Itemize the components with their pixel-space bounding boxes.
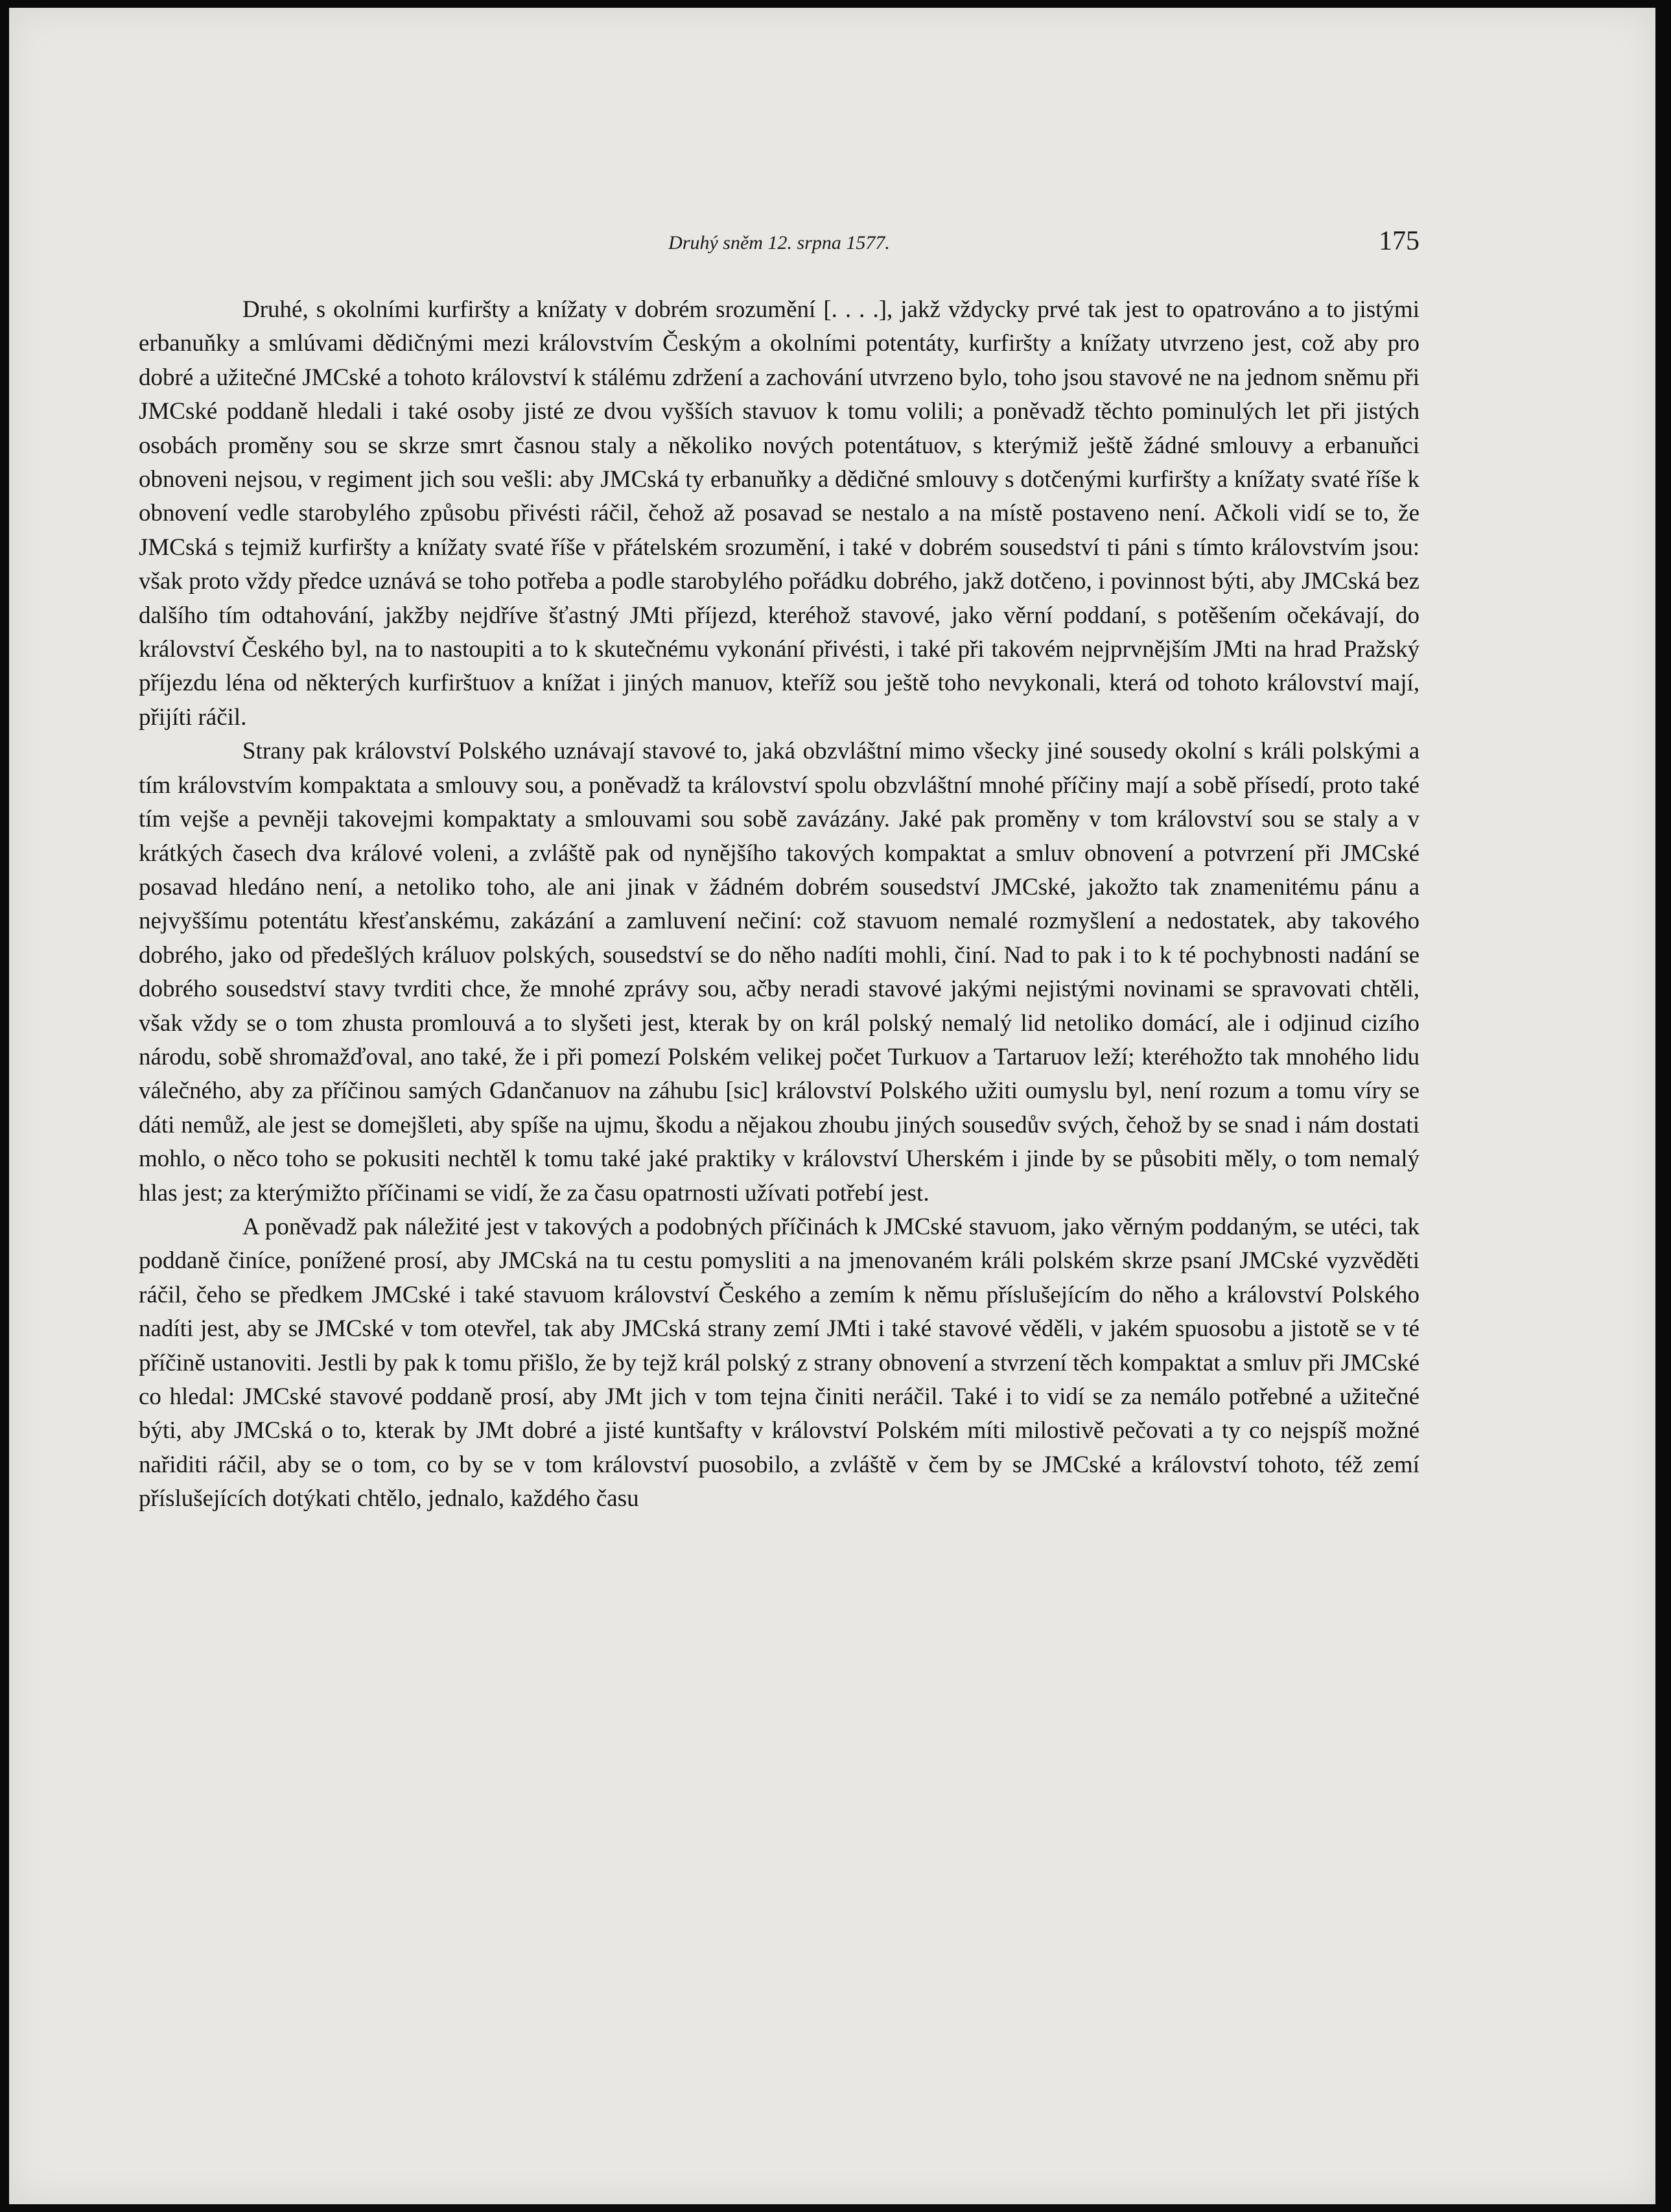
page-header: [139, 226, 1420, 265]
running-title: Druhý sněm 12. srpna 1577.: [668, 232, 890, 253]
book-page: [9, 8, 1655, 2204]
page-number: 175: [1379, 226, 1420, 256]
paragraph-1: Druhé, s okolními kurfiršty a knížaty v dobrém srozumění [. . . .], jakž vždycky prvé tak jest to opatrováno a to jistými erbanuňky a smlúvami dědičnými mezi královstvím Českým a okolními potentáty, kurfiršty a knížaty utvrzeno jest, což aby pro dobré a užitečné JMCské a tohoto království k stálému zdržení a zachování utvrzeno bylo, toho jsou stavové ne na jednom sněmu při JMCské poddaně hledali i také osoby jisté ze dvou vyšších stavuov k tomu volili; a poněvadž těchto pominulých let při jistých osobách proměny sou se skrze smrt časnou staly a několiko nových potentátuov, s kterýmiž ještě žádné smlouvy a erbanuňci obnoveni nejsou, v regiment jich sou vešli: aby JMCská ty erbanuňky a dědičné smlouvy s dotčenými kurfiršty a knížaty svaté říše k obnovení vedle starobylého způsobu přivésti ráčil, čehož až posavad se nestalo a na místě postaveno není. Ačkoli vidí se to, že JMCská s tejmiž kurfiršty a knížaty svaté říše v přátelském srozumění, i také v dobrém sousedství ti páni s tímto královstvím jsou: však proto vždy předce uznává se toho potřeba a podle starobylého pořádku dobrého, jakž dotčeno, i povinnost býti, aby JMCská bez dalšího tím odtahování, jakžby nejdříve šťastný JMti příjezd, kteréhož stavové, jako věrní poddaní, s potěšením očekávají, do království Českého byl, na to nastoupiti a to k skutečnému vykonání přivésti, i také při takovém nejprvnějším JMti na hrad Pražský příjezdu léna od některých kurfirštuov a knížat i jiných manuov, kteříž sou ještě toho nevykonali, která od tohoto království mají, přijíti ráčil.: [139, 296, 1420, 731]
body-text: [139, 293, 1420, 1516]
paragraph-3: A poněvadž pak náležité jest v takových a podobných příčinách k JMCské stavuom, jako věrným poddaným, se utéci, tak poddaně činíce, ponížené prosí, aby JMCská na tu cestu pomysliti a na jmenovaném králi polském skrze psaní JMCské vyzvěděti ráčil, čeho se předkem JMCské i také stavuom království Českého a zemím k němu příslušejícím do něho a království Polského nadíti jest, aby se JMCské v tom otevřel, tak aby JMCská strany zemí JMti i také stavové věděli, v jakém spuosobu a jistotě se v té příčině ustanoviti. Jestli by pak k tomu přišlo, že by tejž král polský z strany obnovení a stvrzení těch kompaktat a smluv při JMCské co hledal: JMCské stavové poddaně prosí, aby JMt jich v tom tejna činiti neráčil. Také i to vidí se za nemálo potřebné a užitečné býti, aby JMCská o to, kterak by JMt dobré a jisté kuntšafty v království Polském míti milostivě pečovati a ty co nejspíš možné nařiditi ráčil, aby se o tom, co by se v tom království puosobilo, a zvláště v čem by se JMCské a království tohoto, též zemí příslušejících dotýkati chtělo, jednalo, každého času: [139, 1213, 1420, 1512]
paragraph-2: Strany pak království Polského uznávají stavové to, jaká obzvláštní mimo všecky jiné sousedy okolní s králi polskými a tím královstvím kompaktata a smlouvy sou, a poněvadž ta království spolu obzvláštní mnohé příčiny mají a sobě přísedí, proto také tím vejše a pevněji takovejmi kompaktaty a smlouvami sou sobě zavázány. Jaké pak proměny v tom království sou se staly a v krátkých časech dva králové voleni, a zvláště pak od nynějšího takových kompaktat a smluv obnovení a potvrzení při JMCské posavad hledáno není, a netoliko toho, ale ani jinak v žádném dobrém sousedství JMCské, jakožto tak znamenitému pánu a nejvyššímu potentátu křesťanskému, zakázání a zamluvení nečiní: což stavuom nemalé rozmyšlení a nedostatek, aby takového dobrého, jako od předešlých králuov polských, sousedství se do něho nadíti mohli, činí. Nad to pak i to k té pochybnosti nadání se dobrého sousedství stavy tvrditi chce, že mnohé zprávy sou, ačby neradi stavové jakými nejistými novinami se spravovati chtěli, však vždy se o tom zhusta promlouvá a to slyšeti jest, kterak by on král polský nemalý lid netoliko domácí, ale i odjinud cizího národu, sobě shromažďoval, ano také, že i při pomezí Polském velikej počet Turkuov a Tartaruov leží; kteréhožto tak mnohého lidu válečného, aby za příčinou samých Gdančanuov na záhubu [sic] království Polského užiti oumyslu byl, není rozum a tomu víry se dáti nemůž, ale jest se domejšleti, aby spíše na ujmu, škodu a nějakou zhoubu jiných sousedův svých, čehož by se snad i nám dostati mohlo, o něco toho se pokusiti nechtěl k tomu také jaké praktiky v království Uherském i jinde by se působiti měly, o tom nemalý hlas jest; za kterýmižto příčinami se vidí, že za času opatrnosti užívati potřebí jest.: [139, 738, 1420, 1206]
